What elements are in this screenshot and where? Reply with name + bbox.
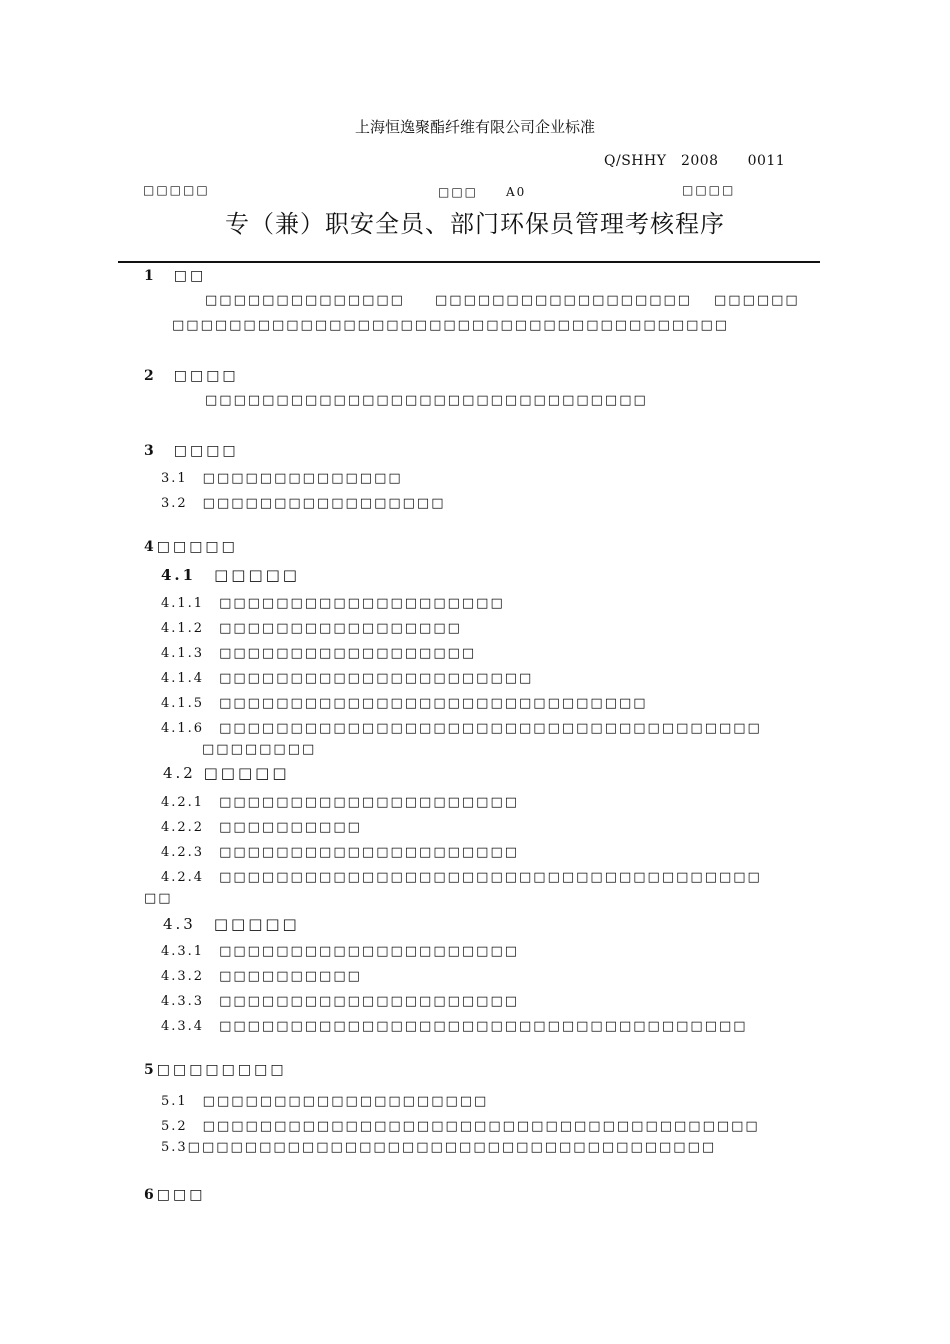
item-4-2-2: 4.2.2 □□□□□□□□□□ [161,820,362,835]
item-4-3-4: 4.3.4 □□□□□□□□□□□□□□□□□□□□□□□□□□□□□□□□□□□□□ [161,1019,748,1034]
item-4-3-3: 4.3.3 □□□□□□□□□□□□□□□□□□□□□ [161,994,520,1009]
section-2-line-1: □□□□□□□□□□□□□□□□□□□□□□□□□□□□□□□ [205,393,648,408]
item-3-1: 3.1 □□□□□□□□□□□□□□ [161,471,403,486]
title-divider [118,261,820,263]
section-1-line-1c: □□□□□□ [714,293,800,308]
document-code: Q/SHHY 2008 0011 [604,153,786,169]
subsection-4-1-heading: 4.1 □□□□□ [161,566,300,584]
item-4-2-3: 4.2.3 □□□□□□□□□□□□□□□□□□□□□ [161,845,520,860]
item-4-2-1: 4.2.1 □□□□□□□□□□□□□□□□□□□□□ [161,795,520,810]
section-1-line-1b: □□□□□□□□□□□□□□□□□□ [435,293,693,308]
item-4-1-2: 4.1.2 □□□□□□□□□□□□□□□□□ [161,621,462,636]
subsection-4-2-heading: 4.2 □□□□□ [163,764,290,782]
section-4-heading: 4□□□□□ [144,539,238,555]
item-4-1-6: 4.1.6 □□□□□□□□□□□□□□□□□□□□□□□□□□□□□□□□□□□□□□ [161,721,762,736]
item-4-1-4: 4.1.4 □□□□□□□□□□□□□□□□□□□□□□ [161,671,534,686]
meta-version: □□□ A0 [438,185,527,199]
item-4-1-1: 4.1.1 □□□□□□□□□□□□□□□□□□□□ [161,596,505,611]
item-4-1-3: 4.1.3 □□□□□□□□□□□□□□□□□□ [161,646,477,661]
subsection-4-3-heading: 4.3 □□□□□ [163,915,300,933]
section-1-line-2: □□□□□□□□□□□□□□□□□□□□□□□□□□□□□□□□□□□□□□□ [172,318,730,333]
section-3-heading: 3 □□□□ [144,443,239,459]
item-4-3-1: 4.3.1 □□□□□□□□□□□□□□□□□□□□□ [161,944,520,959]
item-4-1-5: 4.1.5 □□□□□□□□□□□□□□□□□□□□□□□□□□□□□□ [161,696,648,711]
section-1-heading: 1 □□ [144,268,207,284]
item-4-1-6-continued: □□□□□□□□ [202,742,317,757]
meta-left: □□□□□ [143,183,210,197]
item-4-2-4: 4.2.4 □□□□□□□□□□□□□□□□□□□□□□□□□□□□□□□□□□□□□□ [161,870,762,885]
item-3-2: 3.2 □□□□□□□□□□□□□□□□□ [161,496,446,511]
item-4-2-4-continued: □□ [144,891,173,906]
section-1-line-1a: □□□□□□□□□□□□□□ [205,293,405,308]
section-5-heading: 5□□□□□□□□ [144,1062,287,1078]
item-5-1: 5.1 □□□□□□□□□□□□□□□□□□□□ [161,1094,489,1109]
document-title: 专（兼）职安全员、部门环保员管理考核程序 [225,210,725,238]
company-standard-heading: 上海恒逸聚酯纤维有限公司企业标准 [354,118,595,136]
section-6-heading: 6□□□ [144,1187,206,1203]
meta-right: □□□□ [682,183,736,197]
item-5-2: 5.2 □□□□□□□□□□□□□□□□□□□□□□□□□□□□□□□□□□□□□□□ [161,1119,760,1134]
item-4-3-2: 4.3.2 □□□□□□□□□□ [161,969,362,984]
item-5-3: 5.3□□□□□□□□□□□□□□□□□□□□□□□□□□□□□□□□□□□□□ [161,1140,717,1155]
section-2-heading: 2 □□□□ [144,368,239,384]
